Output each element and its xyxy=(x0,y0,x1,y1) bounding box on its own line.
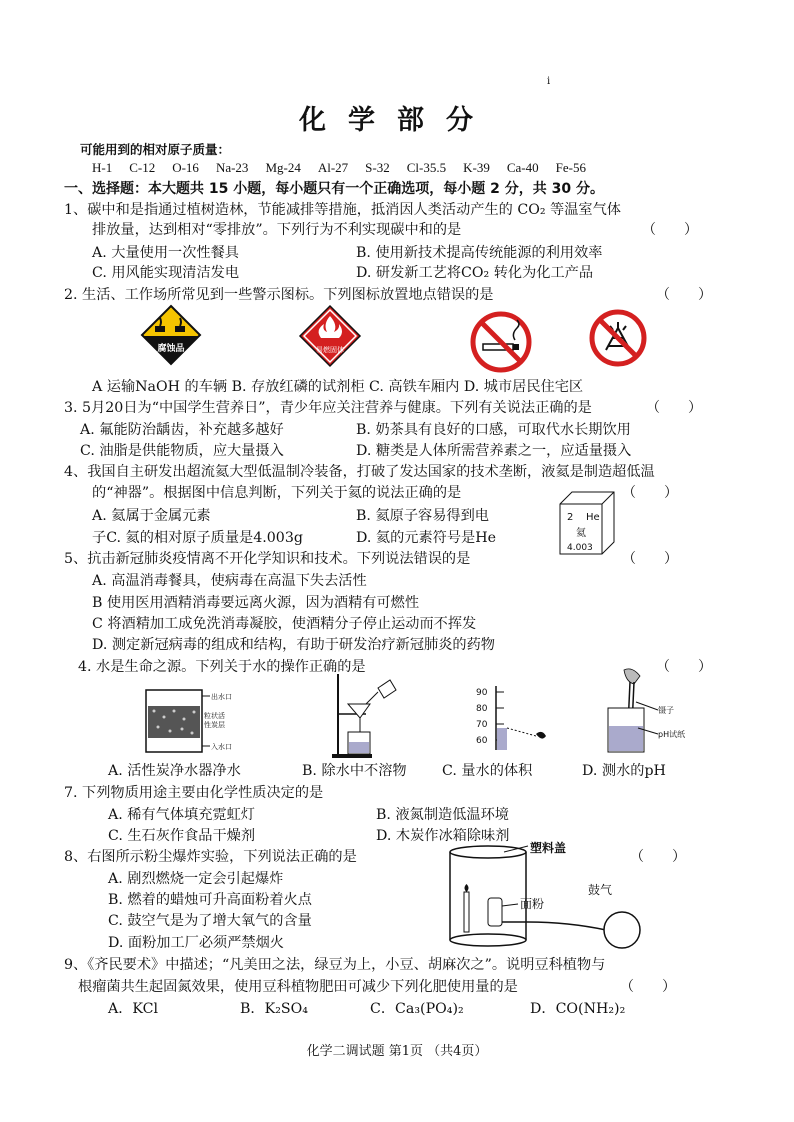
q4-option-c: 子C. 氦的相对原子质量是4.003g xyxy=(92,530,303,546)
q1-option-a: A. 大量使用一次性餐具 xyxy=(92,245,239,261)
dust-explosion-diagram xyxy=(448,840,648,952)
filter-carbon-label: 粒状活 xyxy=(204,712,225,720)
mass-item: Cl-35.5 xyxy=(406,160,447,175)
carbon-water-filter-diagram xyxy=(138,684,238,758)
q5-option-d: D. 测定新冠病毒的组成和结构，有助于研发治疗新冠肺炎的药物 xyxy=(92,637,495,653)
plastic-lid-label: 塑料盖 xyxy=(530,841,567,855)
q9-option-d: D．CO(NH₂)₂ xyxy=(530,1001,626,1017)
q9-answer-paren: （ ） xyxy=(620,979,676,995)
q4-stem-line1: 4、我国自主研发出超流氦大型低温制冷装备，打破了发达国家的技术垄断，液氦是制造超低温 xyxy=(64,464,655,480)
q6-stem: 4. 水是生命之源。下列关于水的操作正确的是 xyxy=(78,659,366,675)
tile-atomic-number: 2 xyxy=(567,512,574,523)
q3-stem: 3. 5月20日为“中国学生营养日”，青少年应关注营养与健康。下列有关说法正确的是 xyxy=(64,400,592,416)
cylinder-tick-label: 90 xyxy=(476,688,488,698)
mass-item: S-32 xyxy=(365,160,390,175)
cylinder-tick-label: 70 xyxy=(476,720,488,730)
no-smoking-sign-icon xyxy=(469,310,533,374)
mass-item: Ca-40 xyxy=(506,160,539,175)
q9-stem-line2: 根瘤菌共生起固氮效果，使用豆科植物肥田可减少下列化肥使用量的是 xyxy=(78,979,518,995)
flammable-solid-sign-icon xyxy=(298,304,362,368)
q5-option-b: B 使用医用酒精消毒要远离火源，因为酒精有可燃性 xyxy=(92,595,420,611)
q4-option-b: B. 氦原子容易得到电 xyxy=(356,508,489,524)
filter-outlet-label: 出水口 xyxy=(211,693,232,701)
flammable-sign-label: 易燃固体 xyxy=(316,346,344,354)
filtration-apparatus-diagram xyxy=(326,666,402,760)
q9-stem-line1: 9、《齐民要术》中描述；“凡美田之法，绿豆为上，小豆、胡麻次之”。说明豆科植物与 xyxy=(64,957,606,973)
ph-test-diagram xyxy=(600,666,694,758)
q3-option-c: C. 油脂是供能物质，应大量摄入 xyxy=(80,443,284,459)
q4-option-d: D. 氦的元素符号是He xyxy=(356,530,496,546)
corner-mark: i xyxy=(547,76,551,87)
tile-symbol: He xyxy=(586,512,600,523)
q7-option-d: D. 木炭作冰箱除味剂 xyxy=(376,828,510,844)
q6-option-d: D. 测水的pH xyxy=(582,763,666,779)
mass-item: K-39 xyxy=(463,160,490,175)
mass-item: Fe-56 xyxy=(555,160,586,175)
corrosive-sign-icon xyxy=(140,304,202,366)
q5-stem: 5、抗击新冠肺炎疫情离不开化学知识和技术。下列说法错误的是 xyxy=(64,551,471,567)
q9-option-b: B．K₂SO₄ xyxy=(240,1001,308,1017)
tile-atomic-mass: 4.003 xyxy=(567,543,593,553)
mass-item: H-1 xyxy=(92,160,113,175)
q8-option-d: D. 面粉加工厂必须严禁烟火 xyxy=(108,935,284,951)
q2-options: A 运输NaOH 的车辆 B. 存放红磷的试剂柜 C. 高铁车厢内 D. 城市居民住宅区 xyxy=(92,379,584,395)
air-pump-label: 鼓气 xyxy=(588,883,613,897)
q2-answer-paren: （ ） xyxy=(656,287,712,303)
page-title: 化学部分 xyxy=(299,105,495,136)
q7-option-c: C. 生石灰作食品干燥剂 xyxy=(108,828,256,844)
q1-option-b: B. 使用新技术提高传统能源的利用效率 xyxy=(356,245,603,261)
no-fireworks-sign-icon xyxy=(588,308,648,368)
mass-item: Al-27 xyxy=(317,160,349,175)
ph-paper-label: pH试纸 xyxy=(658,730,686,739)
q1-option-d: D. 研发新工艺将CO₂ 转化为化工产品 xyxy=(356,265,594,281)
q1-stem-line1: 1、碳中和是指通过植树造林，节能减排等措施，抵消因人类活动产生的 CO₂ 等温室气体 xyxy=(64,202,621,218)
q6-option-c: C. 量水的体积 xyxy=(442,763,533,779)
q1-answer-paren: （ ） xyxy=(642,222,698,238)
q7-option-a: A. 稀有气体填充霓虹灯 xyxy=(108,807,255,823)
q8-stem: 8、右图所示粉尘爆炸实验，下列说法正确的是 xyxy=(64,849,357,865)
graduated-cylinder-diagram xyxy=(474,684,550,754)
page-footer: 化学二调试题 第1页 （共4页） xyxy=(306,1044,488,1059)
q8-option-a: A. 剧烈燃烧一定会引起爆炸 xyxy=(108,871,284,887)
flour-label: 面粉 xyxy=(520,897,545,911)
mass-list xyxy=(92,160,603,176)
mass-item: O-16 xyxy=(172,160,199,175)
cylinder-tick-label: 60 xyxy=(476,736,488,746)
q4-stem-line2: 的“神器”。根据图中信息判断，下列关于氦的说法正确的是 xyxy=(92,485,462,501)
q6-answer-paren: （ ） xyxy=(656,659,712,675)
q8-answer-paren: （ ） xyxy=(630,849,686,865)
q1-stem-line2: 排放量，达到相对“零排放”。下列行为不利实现碳中和的是 xyxy=(92,222,462,238)
section-heading: 一、选择题：本大题共 15 小题，每小题只有一个正确选项，每小题 2 分，共 30 分。 xyxy=(64,181,604,197)
corrosive-sign-label: 腐蚀品 xyxy=(157,344,185,354)
q5-answer-paren: （ ） xyxy=(622,551,678,567)
q9-option-c: C．Ca₃(PO₄)₂ xyxy=(370,1001,464,1017)
filter-carbon-label: 性炭层 xyxy=(204,721,225,729)
helium-element-tile xyxy=(558,490,616,556)
q3-option-a: A. 氟能防治龋齿，补充越多越好 xyxy=(80,422,284,438)
mass-item: Mg-24 xyxy=(265,160,301,175)
q9-option-a: A．KCl xyxy=(108,1001,159,1017)
q3-option-b: B. 奶茶具有良好的口感，可取代水长期饮用 xyxy=(356,422,631,438)
q8-option-b: B. 燃着的蜡烛可升高面粉着火点 xyxy=(108,892,312,908)
q3-option-d: D. 糖类是人体所需营养素之一，应适量摄入 xyxy=(356,443,632,459)
q5-option-c: C 将酒精加工成免洗消毒凝胶，使酒精分子停止运动而不挥发 xyxy=(92,616,477,632)
q2-stem: 2. 生活、工作场所常见到一些警示图标。下列图标放置地点错误的是 xyxy=(64,287,494,303)
q6-option-b: B. 除水中不溶物 xyxy=(302,763,407,779)
q5-option-a: A. 高温消毒餐具，使病毒在高温下失去活性 xyxy=(92,573,367,589)
mass-item: Na-23 xyxy=(215,160,249,175)
q6-option-a: A. 活性炭净水器净水 xyxy=(108,763,241,779)
filter-inlet-label: 入水口 xyxy=(211,743,232,751)
q7-option-b: B. 液氮制造低温环境 xyxy=(376,807,509,823)
mass-heading: 可能用到的相对原子质量： xyxy=(80,142,231,157)
q8-option-c: C. 鼓空气是为了增大氧气的含量 xyxy=(108,913,312,929)
mass-item: C-12 xyxy=(129,160,156,175)
q4-option-a: A. 氦属于金属元素 xyxy=(92,508,211,524)
q4-answer-paren: （ ） xyxy=(622,485,678,501)
tile-element-name: 氦 xyxy=(576,528,586,539)
cylinder-tick-label: 80 xyxy=(476,704,488,714)
q3-answer-paren: （ ） xyxy=(646,400,702,416)
q7-stem: 7. 下列物质用途主要由化学性质决定的是 xyxy=(64,785,324,801)
q1-option-c: C. 用风能实现清洁发电 xyxy=(92,265,240,281)
tweezers-label: 镊子 xyxy=(658,706,674,715)
